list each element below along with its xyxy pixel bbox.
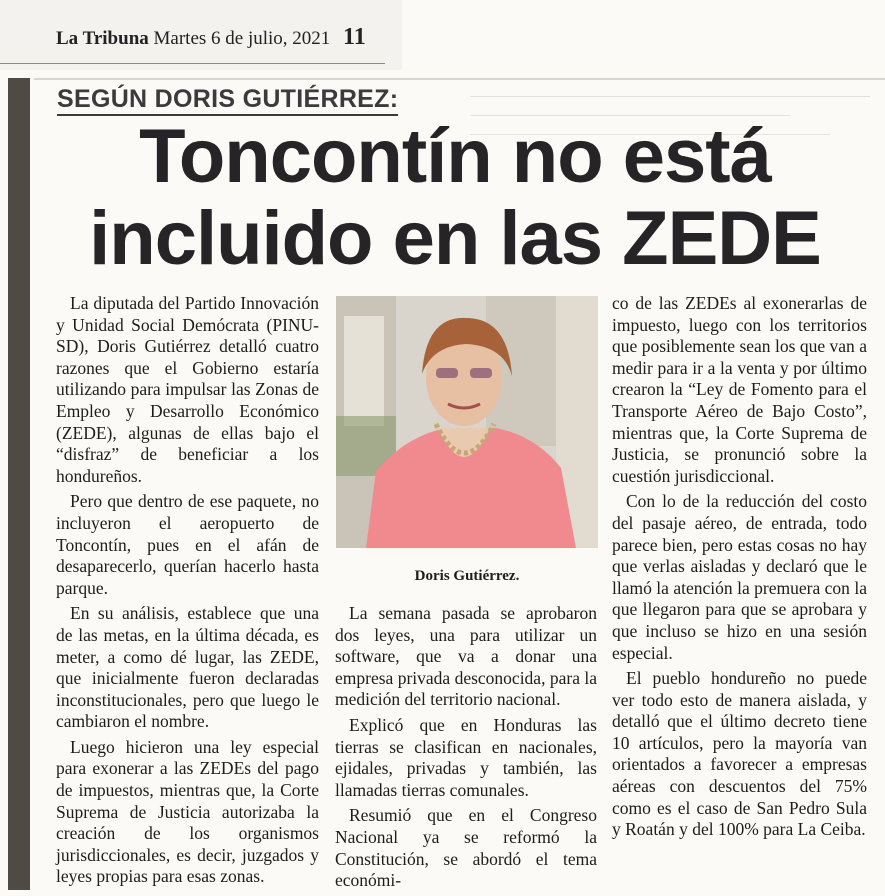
article-column-2	[335, 603, 597, 896]
top-rule	[34, 78, 885, 80]
paragraph: Luego hicieron una ley especial para exonerar a las ZEDEs del pago de impuestos, mientras que, la Corte Suprema de Justicia autorizaba la creación de los organismos jurisdiccionales, es decir, juzgados y leyes propias para esas zonas.	[56, 736, 319, 887]
paragraph: Pero que dentro de ese paquete, no incluyeron el aeropuerto de Toncontín, pues en el afán de desaparecerlo, querían hacerlo hasta parque.	[56, 491, 319, 598]
paragraph: La semana pasada se aprobaron dos leyes, una para utilizar un software, que va a donar una empresa privada desconocida, para la medición del territorio nacional.	[335, 603, 597, 710]
paragraph: Resumió que en el Congreso Nacional ya se reformó la Constitución, se abordó el tema económi-	[335, 805, 597, 891]
headline-line-1: Toncontín no está	[139, 114, 771, 199]
portrait-photo	[336, 296, 598, 548]
photo-caption: Doris Gutiérrez.	[414, 568, 520, 584]
issue-date: Martes 6 de julio, 2021	[153, 28, 331, 49]
kicker: SEGÚN DORIS GUTIÉRREZ:	[57, 84, 398, 116]
headline	[40, 116, 870, 280]
page-number: 11	[343, 24, 366, 50]
article-column-1	[56, 293, 319, 892]
paragraph: Con lo de la reducción del costo del pasaje aéreo, de entrada, todo parece bien, pero estas cosas no hay que verlas aisladas y declaró que le llamó la atención la premuera con la que llegaron para que se aprobara y que incluso se hizo en una sesión especial.	[612, 491, 867, 663]
masthead-rule	[0, 63, 385, 64]
newspaper-name: La Tribuna	[56, 28, 149, 49]
portrait-image	[336, 296, 598, 548]
paragraph: Explicó que en Honduras las tierras se clasifican en nacionales, ejidales, privadas y también, las llamadas tierras comunales.	[335, 714, 597, 800]
left-edge-bar	[8, 78, 30, 890]
paragraph: El pueblo hondureño no puede ver todo esto de manera aislada, y detalló que el último decreto tiene 10 artículos, pero la mayoría van orientados a favorecer a empresas aéreas con descuentos del 75% como es el caso de San Pedro Sula y Roatán y del 100% para La Ceiba.	[612, 668, 867, 840]
paragraph: En su análisis, establece que una de las metas, en la última década, es meter, a como dé lugar, las ZEDE, que inicialmente fueron declaradas inconstitucionales, pero que luego le cambiaron el nombre.	[56, 603, 319, 732]
article-column-3	[612, 293, 867, 845]
masthead	[56, 24, 366, 51]
headline-line-2: incluido en las ZEDE	[89, 196, 821, 281]
paragraph: La diputada del Partido Innovación y Unidad Social Demócrata (PINU-SD), Doris Gutiérrez detalló cuatro razones que el Gobierno estaría utilizando para impulsar las Zonas de Empleo y Desarrollo Económico (ZEDE), algunas de ellas bajo el “disfraz” de beneficiar a los hondureños.	[56, 293, 319, 486]
paragraph: co de las ZEDEs al exonerarlas de impuesto, luego con los territorios que posiblemente sean los que van a medir para ir a la venta y por último crearon la “Ley de Fomento para el Transporte Aéreo de Bajo Costo”, mientras que, la Corte Suprema de Justicia, se pronunció sobre la cuestión jurisdiccional.	[612, 293, 867, 486]
